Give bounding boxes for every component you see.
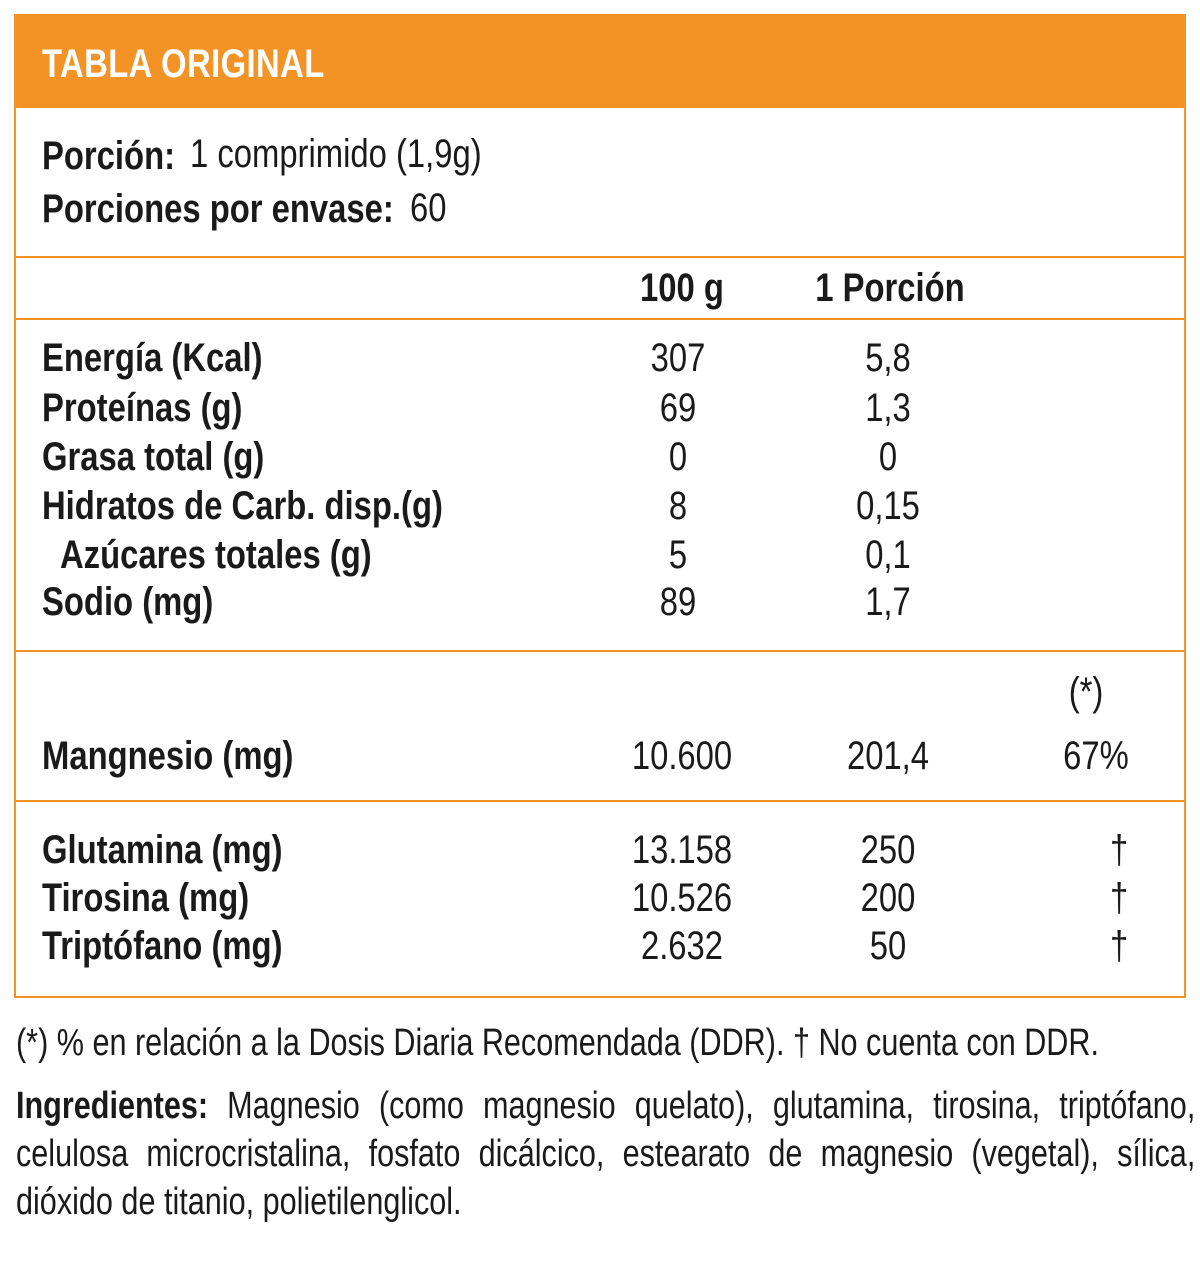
divider	[16, 318, 1184, 320]
aminoacid-per100: 13.158	[631, 828, 733, 872]
nutrient-per-portion: 0	[878, 435, 898, 479]
nutrient-per-portion: 5,8	[865, 336, 911, 380]
nutrient-name: Grasa total (g)	[42, 435, 265, 479]
nutrient-per100: 69	[659, 386, 697, 430]
mineral-per-portion: 201,4	[846, 734, 930, 778]
aminoacid-name: Glutamina (mg)	[42, 828, 283, 872]
dagger-icon: †	[1110, 924, 1129, 968]
divider	[16, 650, 1184, 652]
nutrient-per-portion: 1,7	[865, 580, 911, 624]
divider	[16, 800, 1184, 802]
mineral-per100: 10.600	[631, 734, 733, 778]
nutrient-name: Sodio (mg)	[42, 580, 214, 624]
nutrient-name: Hidratos de Carb. disp.(g)	[42, 484, 443, 528]
footnote: (*) % en relación a la Dosis Diaria Recomendada (DDR). † No cuenta con DDR.	[16, 1022, 1099, 1064]
ingredients-text: Magnesio (como magnesio quelato), glutamina, tirosina, triptófano, celulosa microcristalina, fosfato dicálcico, estearato de magnesio (vegetal), sílica, dióxido de titanio, polietilenglicol.	[16, 1085, 1196, 1223]
ingredients-paragraph	[16, 1082, 1195, 1226]
servings-label: Porciones por envase:	[42, 187, 394, 231]
dagger-icon: †	[1110, 876, 1129, 920]
aminoacid-per-portion: 200	[860, 876, 916, 920]
mineral-name: Mangnesio (mg)	[42, 734, 294, 778]
nutrient-name-sub: Azúcares totales (g)	[60, 533, 372, 577]
aminoacid-name: Triptófano (mg)	[42, 924, 283, 968]
aminoacid-per-portion: 250	[860, 828, 916, 872]
aminoacid-per100: 2.632	[640, 924, 724, 968]
nutrient-per100: 5	[668, 533, 688, 577]
nutrient-per100: 0	[668, 435, 688, 479]
nutrient-per100: 89	[659, 580, 697, 624]
portion-value: 1 comprimido (1,9g)	[190, 132, 482, 176]
nutrition-table	[14, 14, 1186, 998]
column-header-portion: 1 Porción	[815, 266, 965, 310]
nutrient-per100: 8	[668, 484, 688, 528]
divider	[16, 256, 1184, 258]
nutrient-per-portion: 0,15	[856, 484, 920, 528]
nutrient-name: Proteínas (g)	[42, 386, 243, 430]
mineral-ddr: 67%	[1063, 734, 1129, 778]
dagger-icon: †	[1110, 828, 1129, 872]
nutrient-per-portion: 0,1	[865, 533, 911, 577]
table-header	[16, 16, 1184, 108]
aminoacid-per100: 10.526	[631, 876, 733, 920]
nutrient-name: Energía (Kcal)	[42, 336, 263, 380]
portion-label: Porción:	[42, 134, 176, 178]
column-header-100g: 100 g	[640, 266, 724, 310]
table-title: TABLA ORIGINAL	[42, 42, 325, 86]
ingredients-label: Ingredientes:	[16, 1085, 209, 1127]
ddr-header: (*)	[1068, 670, 1104, 714]
aminoacid-name: Tirosina (mg)	[42, 876, 250, 920]
nutrient-per-portion: 1,3	[865, 386, 911, 430]
aminoacid-per-portion: 50	[869, 924, 907, 968]
nutrient-per100: 307	[650, 336, 706, 380]
servings-value: 60	[410, 186, 447, 230]
